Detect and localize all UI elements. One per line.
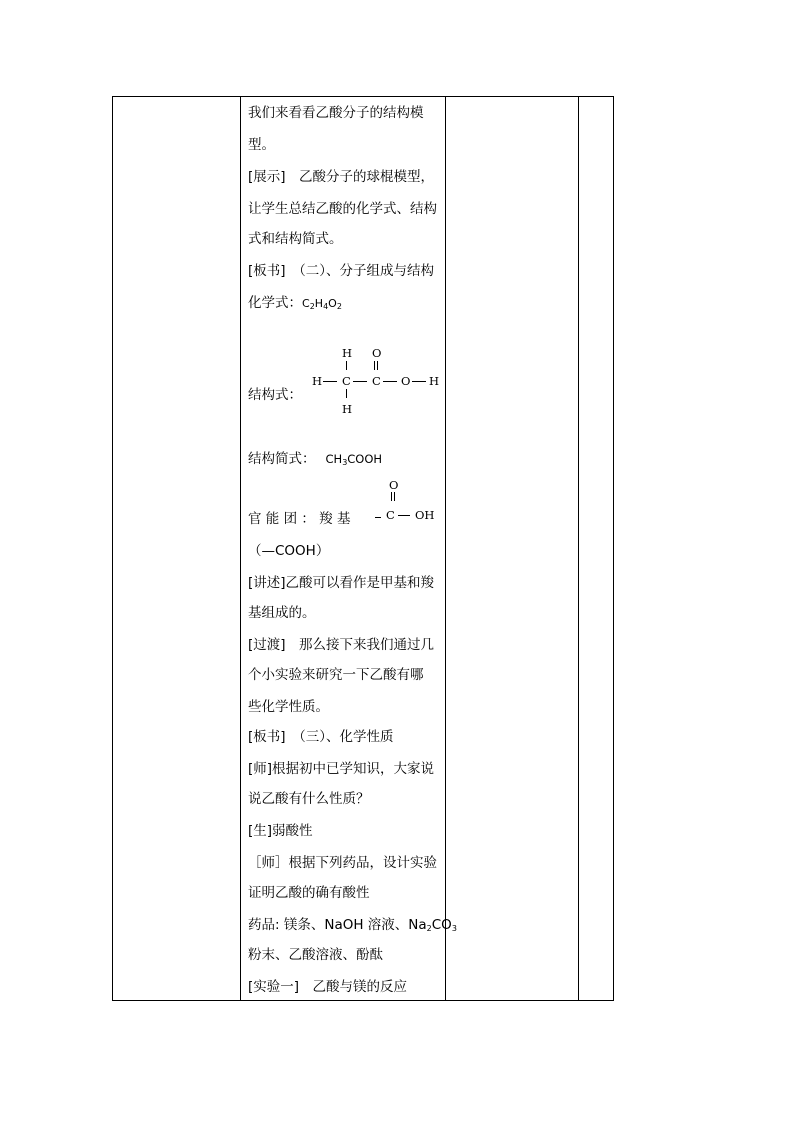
text-line: [师]根据初中已学知识，大家说	[248, 761, 435, 777]
text-line: [生]弱酸性	[248, 823, 313, 839]
text-line: 些化学性质。	[248, 699, 329, 715]
board-note: [板书] （二）、分子组成与结构	[248, 263, 435, 279]
condensed-formula: 结构简式： $CH_3COOH$	[248, 451, 383, 467]
text-line: 式和结构简式。	[248, 231, 343, 247]
text-line: 粉末、乙酸溶液、酚酞	[248, 947, 383, 963]
lesson-table	[112, 96, 614, 1001]
text-line: 型。	[248, 137, 275, 153]
text-line: 个小实验来研究一下乙酸有哪	[248, 667, 424, 683]
text-line: 说乙酸有什么性质？	[248, 791, 370, 807]
column-divider	[445, 97, 446, 1000]
functional-group: 官 能 团 ： 羧 基	[248, 511, 351, 527]
carboxyl-group: O C OH	[375, 479, 445, 519]
structural-formula-label: 结构式：	[248, 387, 302, 403]
text-line: 证明乙酸的确有酸性	[248, 885, 370, 901]
column-divider	[240, 97, 241, 1000]
acetic-acid-structure: H O H C C O H H	[312, 346, 440, 416]
column-divider	[578, 97, 579, 1000]
chemical-formula: 化学式：$C_2H_4O_2$	[248, 295, 342, 311]
text-line: [讲述]乙酸可以看作是甲基和羧	[248, 575, 435, 591]
text-line: [展示] 乙酸分子的球棍模型，	[248, 169, 435, 185]
experiment-title: [实验一] 乙酸与镁的反应	[248, 979, 408, 995]
reagents-line: 药品: 镁条、NaOH 溶液、$Na_2CO_3$	[248, 917, 457, 933]
text-line: [过渡] 那么接下来我们通过几	[248, 637, 435, 653]
text-line: （—COOH）	[248, 543, 330, 559]
text-line: 基组成的。	[248, 605, 316, 621]
text-line: 我们来看看乙酸分子的结构模	[248, 105, 424, 121]
text-line: 让学生总结乙酸的化学式、结构	[248, 201, 437, 217]
text-line: ［师］根据下列药品，设计实验	[248, 855, 437, 871]
board-note: [板书] （三）、化学性质	[248, 729, 394, 745]
